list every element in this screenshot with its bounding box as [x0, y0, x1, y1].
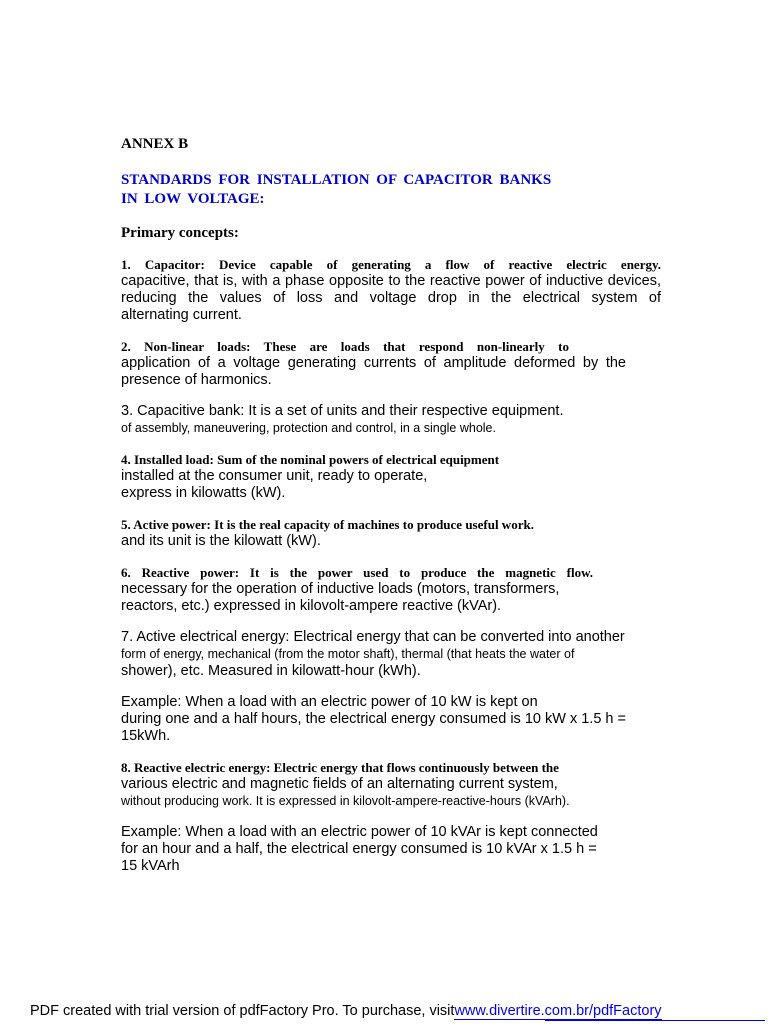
definition-line: shower), etc. Measured in kilowatt-hour (kWh).	[121, 663, 421, 679]
section-heading-primary-concepts: Primary concepts:	[121, 225, 239, 241]
definition-line: 2. Non-linear loads: These are loads that respond non-linearly to	[121, 339, 569, 354]
definition-reactive-power	[121, 564, 661, 615]
definition-line: reactors, etc.) expressed in kilovolt-ampere reactive (kVAr).	[121, 598, 502, 614]
example-line: Example: When a load with an electric power of 10 kVAr is kept connected	[121, 824, 598, 840]
definition-line: and its unit is the kilowatt (kW).	[121, 533, 321, 549]
definition-line: 3. Capacitive bank: It is a set of units and their respective equipment.	[121, 403, 564, 419]
definition-capacitor	[121, 256, 661, 324]
definition-line: application of a voltage generating currents of amplitude deformed by the	[121, 355, 626, 371]
definition-line: 7. Active electrical energy: Electrical energy that can be converted into another	[121, 629, 625, 645]
example-active-energy	[121, 694, 661, 745]
definition-line: without producing work. It is expressed in kilovolt-ampere-reactive-hours (kVArh).	[121, 794, 570, 808]
footer-link[interactable]: www.divertire.com.br/pdfFactory	[454, 1003, 662, 1019]
annex-heading: ANNEX B	[121, 136, 189, 152]
example-line: 15kWh.	[121, 728, 171, 744]
document-title	[121, 171, 661, 209]
footer-text: PDF created with trial version of pdfFactory Pro. To purchase, visit	[30, 1003, 455, 1019]
definition-line: capacitive, that is, with a phase opposite to the reactive power of inductive devices,	[121, 273, 661, 289]
definition-installed-load	[121, 451, 661, 502]
definition-reactive-electric-energy	[121, 759, 661, 810]
definition-line: express in kilowatts (kW).	[121, 485, 286, 501]
definition-line: of assembly, maneuvering, protection and control, in a single whole.	[121, 421, 496, 435]
document-page	[121, 136, 661, 889]
example-line: during one and a half hours, the electrical energy consumed is 10 kW x 1.5 h =	[121, 711, 626, 727]
definition-line: 5. Active power: It is the real capacity of machines to produce useful work.	[121, 517, 534, 532]
definition-line: alternating current.	[121, 307, 242, 323]
definition-line: various electric and magnetic fields of an alternating current system,	[121, 776, 558, 792]
definition-line: 1. Capacitor: Device capable of generating a flow of reactive electric energy.	[121, 257, 661, 272]
definition-line: 6. Reactive power: It is the power used to produce the magnetic flow.	[121, 565, 593, 580]
footer-underline	[545, 1020, 765, 1021]
title-line-1: STANDARDS FOR INSTALLATION OF CAPACITOR BANKS	[121, 172, 552, 188]
example-line: Example: When a load with an electric power of 10 kW is kept on	[121, 694, 538, 710]
definition-line: installed at the consumer unit, ready to operate,	[121, 468, 428, 484]
example-reactive-energy	[121, 824, 661, 875]
definition-line: necessary for the operation of inductive loads (motors, transformers,	[121, 581, 560, 597]
definition-line: form of energy, mechanical (from the motor shaft), thermal (that heats the water of	[121, 647, 575, 661]
definition-non-linear-loads	[121, 338, 626, 389]
example-line: for an hour and a half, the electrical energy consumed is 10 kVAr x 1.5 h =	[121, 841, 597, 857]
definition-line: reducing the values of loss and voltage drop in the electrical system of	[121, 290, 661, 306]
pdf-footer	[30, 1003, 662, 1019]
definition-capacitive-bank	[121, 403, 661, 437]
example-line: 15 kVArh	[121, 858, 180, 874]
definition-line: 8. Reactive electric energy: Electric energy that flows continuously between the	[121, 760, 559, 775]
definition-active-electrical-energy	[121, 629, 661, 680]
definition-line: presence of harmonics.	[121, 372, 272, 388]
title-line-2: IN LOW VOLTAGE:	[121, 191, 265, 207]
definition-active-power	[121, 516, 661, 550]
definition-line: 4. Installed load: Sum of the nominal powers of electrical equipment	[121, 452, 500, 467]
